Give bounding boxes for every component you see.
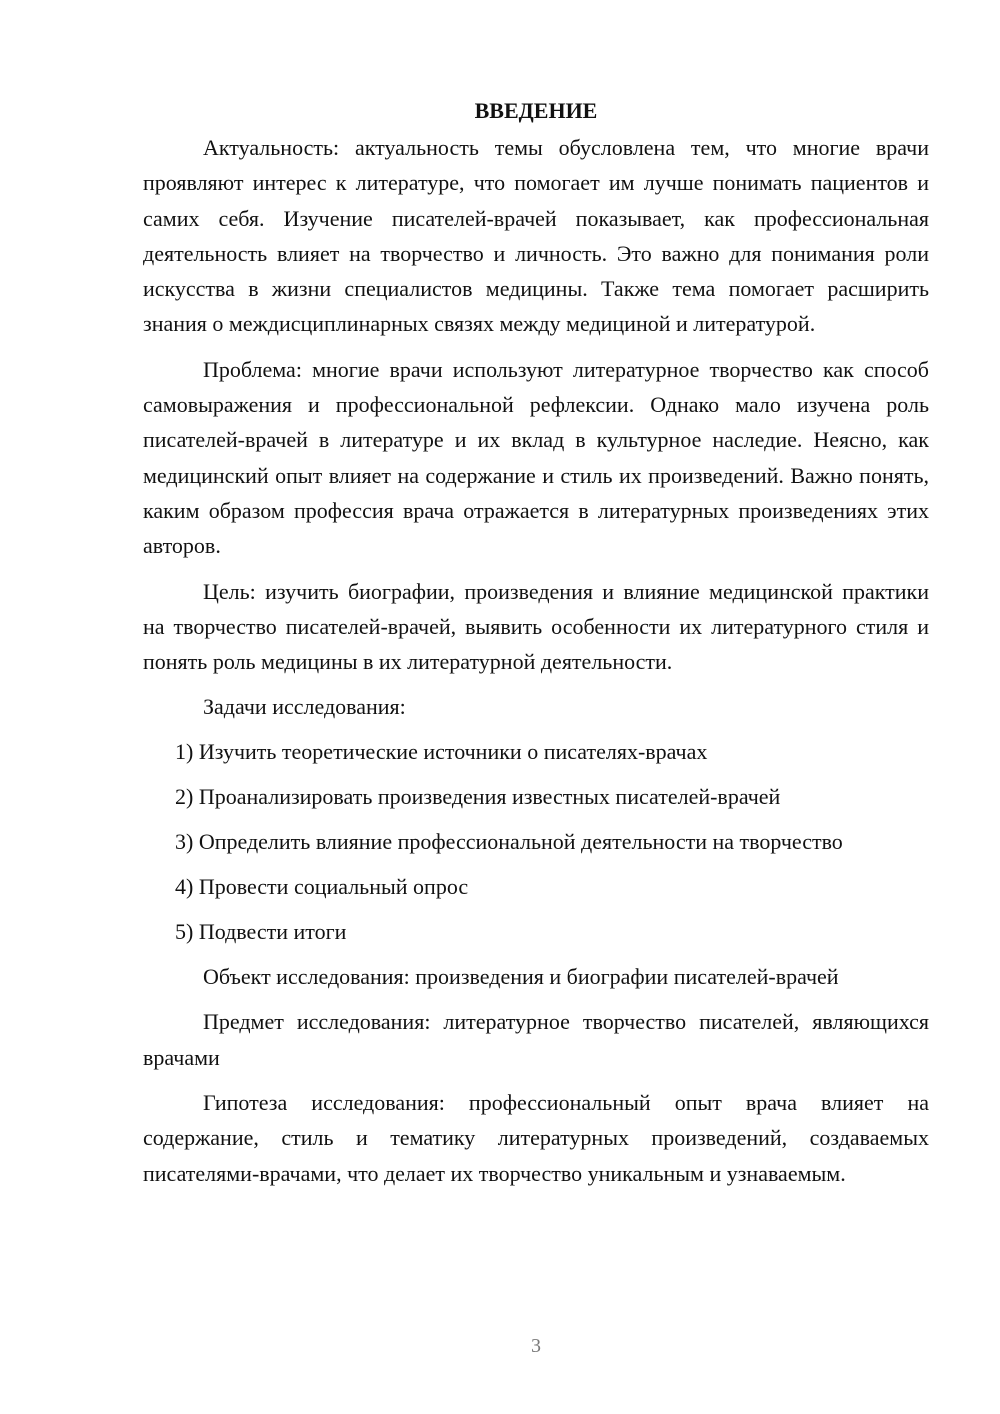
task-item: 2) Проанализировать произведения известных писателей-врачей xyxy=(175,784,781,810)
object-paragraph: Объект исследования: произведения и биографии писателей-врачей xyxy=(203,964,839,990)
hypothesis-paragraph: Гипотеза исследования: профессиональный опыт врача влияет на содержание, стиль и тематику литературных произведений, создаваемых писателями-врачами, что делает их творчество уникальным и узнаваемым. xyxy=(143,1090,929,1186)
page-number: 3 xyxy=(531,1335,541,1357)
tasks-list xyxy=(143,734,929,949)
task-item: 4) Провести социальный опрос xyxy=(175,874,469,900)
subject-paragraph: Предмет исследования: литературное творчество писателей, являющихся врачами xyxy=(143,1009,929,1070)
page-content xyxy=(143,94,929,1191)
tasks-heading: Задачи исследования: xyxy=(203,694,406,720)
task-item: 1) Изучить теоретические источники о писателях-врачах xyxy=(175,739,708,765)
problem-paragraph: Проблема: многие врачи используют литературное творчество как способ самовыражения и профессиональной рефлексии. Однако мало изучена роль писателей-врачей в литературе и их вклад в культурное наследие. Неясно, как медицинский опыт влияет на содержание и стиль их произведений. Важно понять, каким образом профессия врача отражается в литературных произведениях этих авторов. xyxy=(143,356,929,559)
section-title: ВВЕДЕНИЕ xyxy=(474,98,598,123)
task-item: 5) Подвести итоги xyxy=(175,919,347,945)
task-item: 3) Определить влияние профессиональной деятельности на творчество xyxy=(175,829,843,855)
goal-paragraph: Цель: изучить биографии, произведения и влияние медицинской практики на творчество писателей-врачей, выявить особенности их литературного стиля и понять роль медицины в их литературной деятельности. xyxy=(143,578,929,675)
relevance-paragraph: Актуальность: актуальность темы обусловлена тем, что многие врачи проявляют интерес к литературе, что помогает им лучше понимать пациентов и самих себя. Изучение писателей-врачей показывает, как профессиональная деятельность влияет на творчество и личность. Это важно для понимания роли искусства в жизни специалистов медицины. Также тема помогает расширить знания о междисциплинарных связях между медициной и литературой. xyxy=(143,135,929,337)
